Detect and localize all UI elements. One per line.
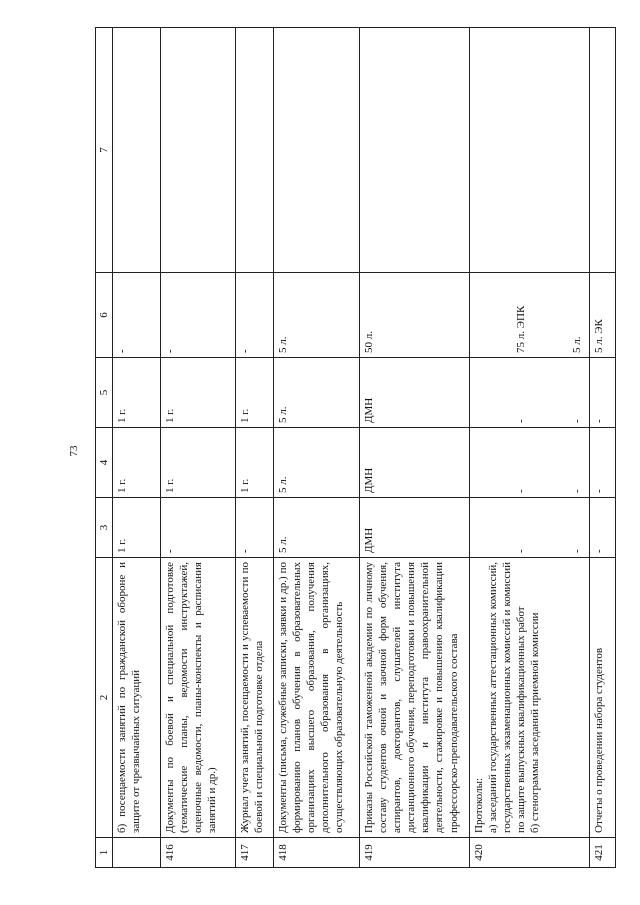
page-number: 73 (68, 445, 80, 457)
table-row (360, 28, 470, 868)
row-cell-6: 5 л. ЭК (590, 273, 616, 358)
row-cell-6: 5 л. (274, 273, 360, 358)
row-cell-4: - (590, 428, 616, 498)
table-row (113, 28, 161, 868)
row-number: 421 (590, 838, 616, 868)
row-cell-3: - (161, 498, 236, 558)
row-cell-4: ДМН (360, 428, 470, 498)
protocols-item-a: а) заседаний государственных аттестационных комиссий, государственных экзаменационных комиссий и комиссий по защите выпускных квалификационных работ (487, 562, 528, 833)
row-number: 417 (236, 838, 274, 868)
row-cell-4: 1 г. (236, 428, 274, 498)
row-cell-3: ДМН (360, 498, 470, 558)
item-a-cell-3: - (515, 549, 528, 553)
row-cell-5: 1 г. (113, 358, 161, 428)
row-description: Документы по боевой и специальной подготовке (тематические планы, ведомости инструктажей, оценочные ведомости, планы-конспекты и расписания занятий и др.) (161, 558, 236, 838)
header-col-2: 2 (96, 558, 113, 838)
header-col-4: 4 (96, 428, 113, 498)
row-number: 418 (274, 838, 360, 868)
item-a-cell-5: - (515, 419, 528, 423)
row-description: б) посещаемости занятий по гражданской обороне и защите от чрезвычайных ситуаций (113, 558, 161, 838)
row-cell-7 (113, 28, 161, 273)
row-cell-6: - (113, 273, 161, 358)
item-b-cell-3: - (571, 549, 584, 553)
row-cell-7 (236, 28, 274, 273)
table-row (590, 28, 616, 868)
row-cell-5: - (590, 358, 616, 428)
header-col-6: 6 (96, 273, 113, 358)
row-description: Приказы Российской таможенной академии по личному составу студентов очной и заочной форм обучения, аспирантов, докторантов, слушателей института дистанционного обучения, переподготовки и повышения квалификации и института правоохранительной деятельности, стажировке и повышению квалификации профессорско-преподавательского состава (360, 558, 470, 838)
row-number: 416 (161, 838, 236, 868)
row-cell-7 (274, 28, 360, 273)
row-cell-7 (161, 28, 236, 273)
row-cell-7 (590, 28, 616, 273)
row-description: Журнал учета занятий, посещаемости и успеваемости по боевой и специальной подготовке отдела (236, 558, 274, 838)
protocols-item-b: б) стенограммы заседаний приемной комиссии (529, 612, 542, 833)
item-a-cell-6: 75 л. ЭПК (515, 305, 528, 353)
row-cell-3: 1 г. (113, 498, 161, 558)
table-row (161, 28, 236, 868)
header-col-1: 1 (96, 838, 113, 868)
table-row (236, 28, 274, 868)
item-b-cell-4: - (571, 489, 584, 493)
header-col-7: 7 (96, 28, 113, 273)
row-number: 419 (360, 838, 470, 868)
row-cell-5: 1 г. (236, 358, 274, 428)
item-b-cell-5: - (571, 419, 584, 423)
row-cell-7 (360, 28, 470, 273)
row-number: 420 (470, 838, 590, 868)
row-cell-3: - (590, 498, 616, 558)
row-description: Отчеты о проведении набора студентов (590, 558, 616, 838)
row-cell-6: - (236, 273, 274, 358)
header-col-5: 5 (96, 358, 113, 428)
row-cell-4: 1 г. (161, 428, 236, 498)
row-number (113, 838, 161, 868)
header-row (96, 28, 113, 868)
row-cell-5: ДМН (360, 358, 470, 428)
row-cell-3: 5 л. (274, 498, 360, 558)
table-row-protocols (470, 28, 590, 868)
row-cell-3: - (236, 498, 274, 558)
row-cell-5 (470, 358, 590, 428)
item-b-cell-6: 5 л. (571, 336, 584, 353)
row-description: Документы (письма, служебные записки, заявки и др.) по формированию планов обучения в образовательных организациях высшего образования, получения дополнительного образования в организациях, осуществляющих образовательную деятельность (274, 558, 360, 838)
row-description (470, 558, 590, 838)
records-table-sheet (95, 28, 615, 868)
row-cell-6: - (161, 273, 236, 358)
row-cell-5: 5 л. (274, 358, 360, 428)
row-cell-6: 50 л. (360, 273, 470, 358)
records-table (95, 27, 616, 868)
row-cell-4: 1 г. (113, 428, 161, 498)
row-cell-5: 1 г. (161, 358, 236, 428)
row-cell-6 (470, 273, 590, 358)
item-a-cell-4: - (515, 489, 528, 493)
row-cell-7 (470, 28, 590, 273)
row-cell-4: 5 л. (274, 428, 360, 498)
row-cell-4 (470, 428, 590, 498)
header-col-3: 3 (96, 498, 113, 558)
table-row (274, 28, 360, 868)
protocols-label: Протоколы: (473, 777, 486, 833)
row-cell-3 (470, 498, 590, 558)
